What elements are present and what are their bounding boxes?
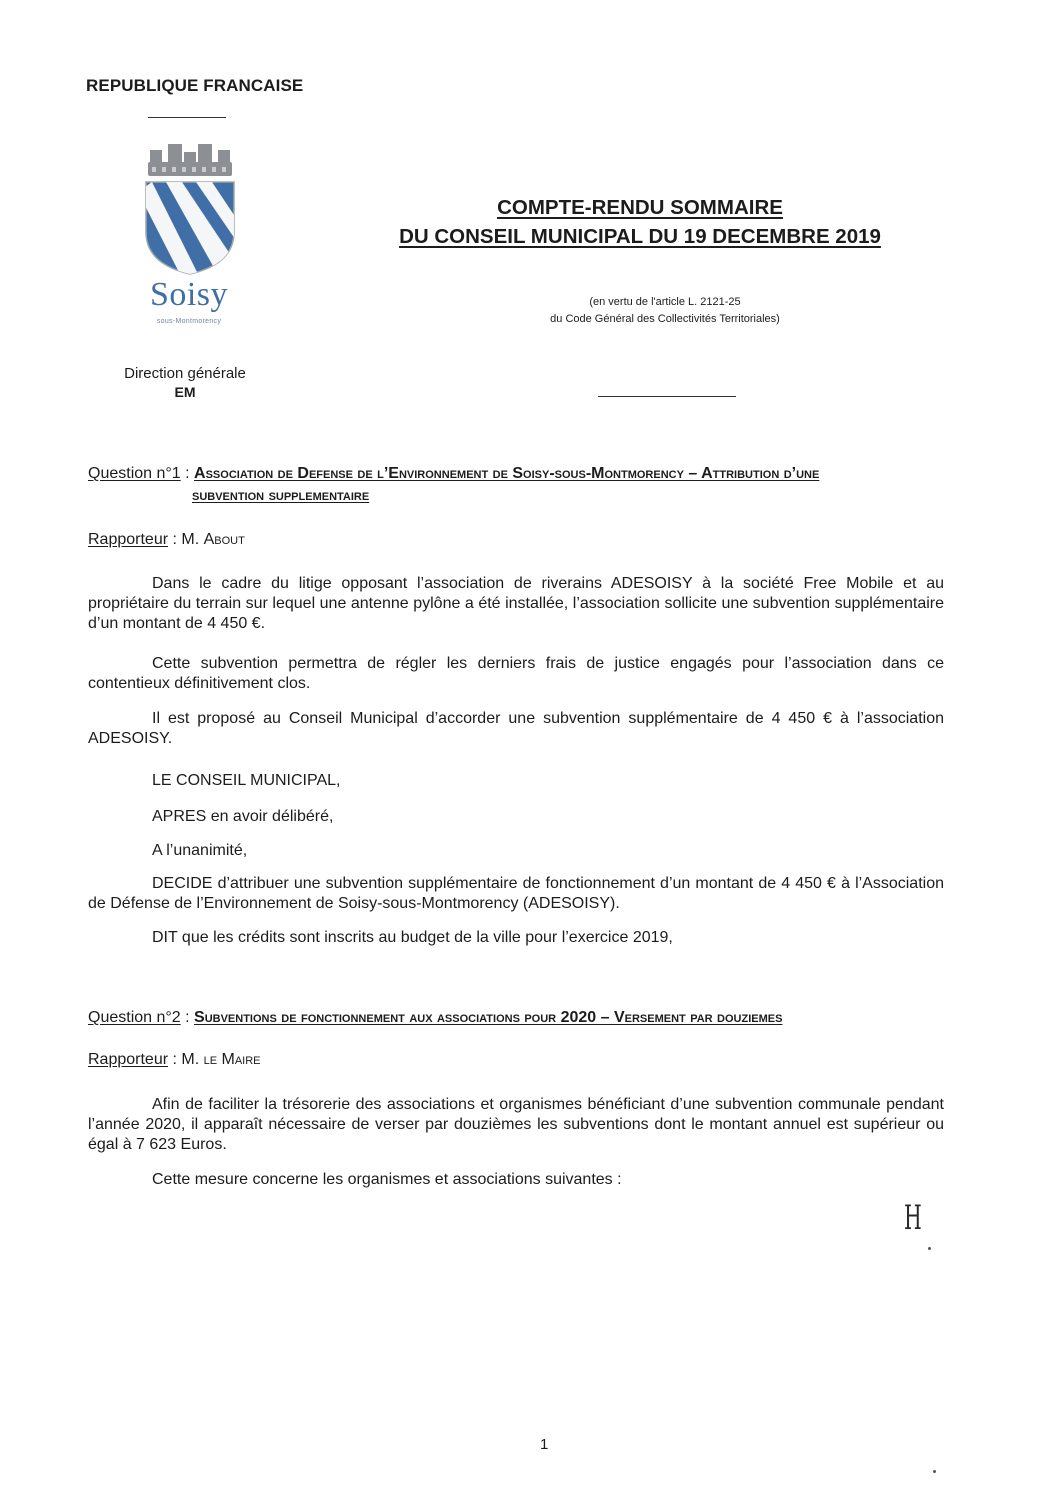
direction-block bbox=[96, 364, 274, 402]
question-2-paragraph-2: Cette mesure concerne les organismes et associations suivantes : bbox=[152, 1171, 622, 1188]
rapporteur-name: le Maire bbox=[203, 1051, 261, 1068]
question-2-label: Question n°2 bbox=[88, 1009, 181, 1026]
question-1-title: Association de Defense de l’Environnement de Soisy-sous-Montmorency – Attribution d’une bbox=[194, 465, 820, 482]
direction-label: Direction générale bbox=[124, 365, 246, 382]
author-initials: EM bbox=[174, 384, 196, 400]
question-2-separator: : bbox=[180, 1009, 195, 1026]
rapporteur-label: Rapporteur bbox=[88, 531, 169, 548]
title-divider bbox=[598, 396, 736, 397]
republique-francaise: REPUBLIQUE FRANCAISE bbox=[86, 76, 304, 95]
header-divider bbox=[148, 117, 226, 118]
question-2-heading bbox=[88, 1007, 958, 1029]
ink-dot bbox=[928, 1247, 931, 1250]
question-1-paragraph-2: Cette subvention permettra de régler les derniers frais de justice engagés pour l’association dans ce contentieux définitivement clos. bbox=[88, 655, 944, 692]
question-2-paragraph-1: Afin de faciliter la trésorerie des associations et organismes bénéficiant d’une subvention communale pendant l’année 2020, il apparaît nécessaire de verser par douzièmes les subventions dont le montant annuel est supérieur ou égal à 7 623 Euros. bbox=[88, 1096, 944, 1153]
question-1-separator: : bbox=[180, 465, 195, 482]
legal-reference-line-1: (en vertu de l'article L. 2121-25 bbox=[589, 296, 741, 308]
logo-wordmark: Soisy bbox=[149, 276, 229, 313]
rapporteur-name: About bbox=[203, 531, 245, 548]
question-1-heading bbox=[88, 463, 958, 507]
logo-subtitle: sous-Montmorency bbox=[156, 318, 222, 325]
unanimite: A l’unanimité, bbox=[152, 842, 248, 859]
rapporteur-separator: : M. bbox=[168, 1051, 204, 1068]
question-2-rapporteur bbox=[88, 1051, 261, 1069]
ink-dot bbox=[933, 1470, 936, 1473]
question-1-paragraph-3: Il est proposé au Conseil Municipal d’accorder une subvention supplémentaire de 4 450 € à l’association ADESOISY. bbox=[88, 710, 944, 747]
question-2-title: Subventions de fonctionnement aux associations pour 2020 – Versement par douziemes bbox=[194, 1009, 783, 1026]
question-1-title-cont: subvention supplementaire bbox=[192, 487, 370, 504]
title-line-2: DU CONSEIL MUNICIPAL DU 19 DECEMBRE 2019 bbox=[399, 225, 881, 248]
coat-of-arms-icon bbox=[138, 140, 242, 276]
rapporteur-label: Rapporteur bbox=[88, 1051, 169, 1068]
apres-delibere: APRES en avoir délibéré, bbox=[152, 808, 334, 825]
rapporteur-separator: : M. bbox=[168, 531, 204, 548]
document-title bbox=[380, 193, 900, 251]
conseil-municipal: LE CONSEIL MUNICIPAL, bbox=[152, 772, 341, 789]
question-1-paragraph-1: Dans le cadre du litige opposant l’association de riverains ADESOISY à la société Free Mobile et au propriétaire du terrain sur lequel une antenne pylône a été installée, l’association sollicite une subvention supplémentaire d’un montant de 4 450 €. bbox=[88, 575, 944, 632]
question-1-rapporteur bbox=[88, 531, 245, 549]
decision-text: DECIDE d’attribuer une subvention supplémentaire de fonctionnement d’un montant de 4 450 € à l’Association de Défense de l’Environnement de Soisy-sous-Montmorency (ADESOISY). bbox=[88, 875, 944, 912]
page-number: 1 bbox=[540, 1436, 549, 1453]
soisy-logo bbox=[138, 140, 242, 281]
question-1-label: Question n°1 bbox=[88, 465, 181, 482]
dit-text: DIT que les crédits sont inscrits au budget de la ville pour l’exercice 2019, bbox=[152, 929, 673, 946]
legal-reference bbox=[500, 294, 830, 328]
handwritten-initial: H bbox=[904, 1198, 922, 1238]
legal-reference-line-2: du Code Général des Collectivités Territoriales) bbox=[550, 313, 780, 325]
title-line-1: COMPTE-RENDU SOMMAIRE bbox=[497, 196, 783, 219]
